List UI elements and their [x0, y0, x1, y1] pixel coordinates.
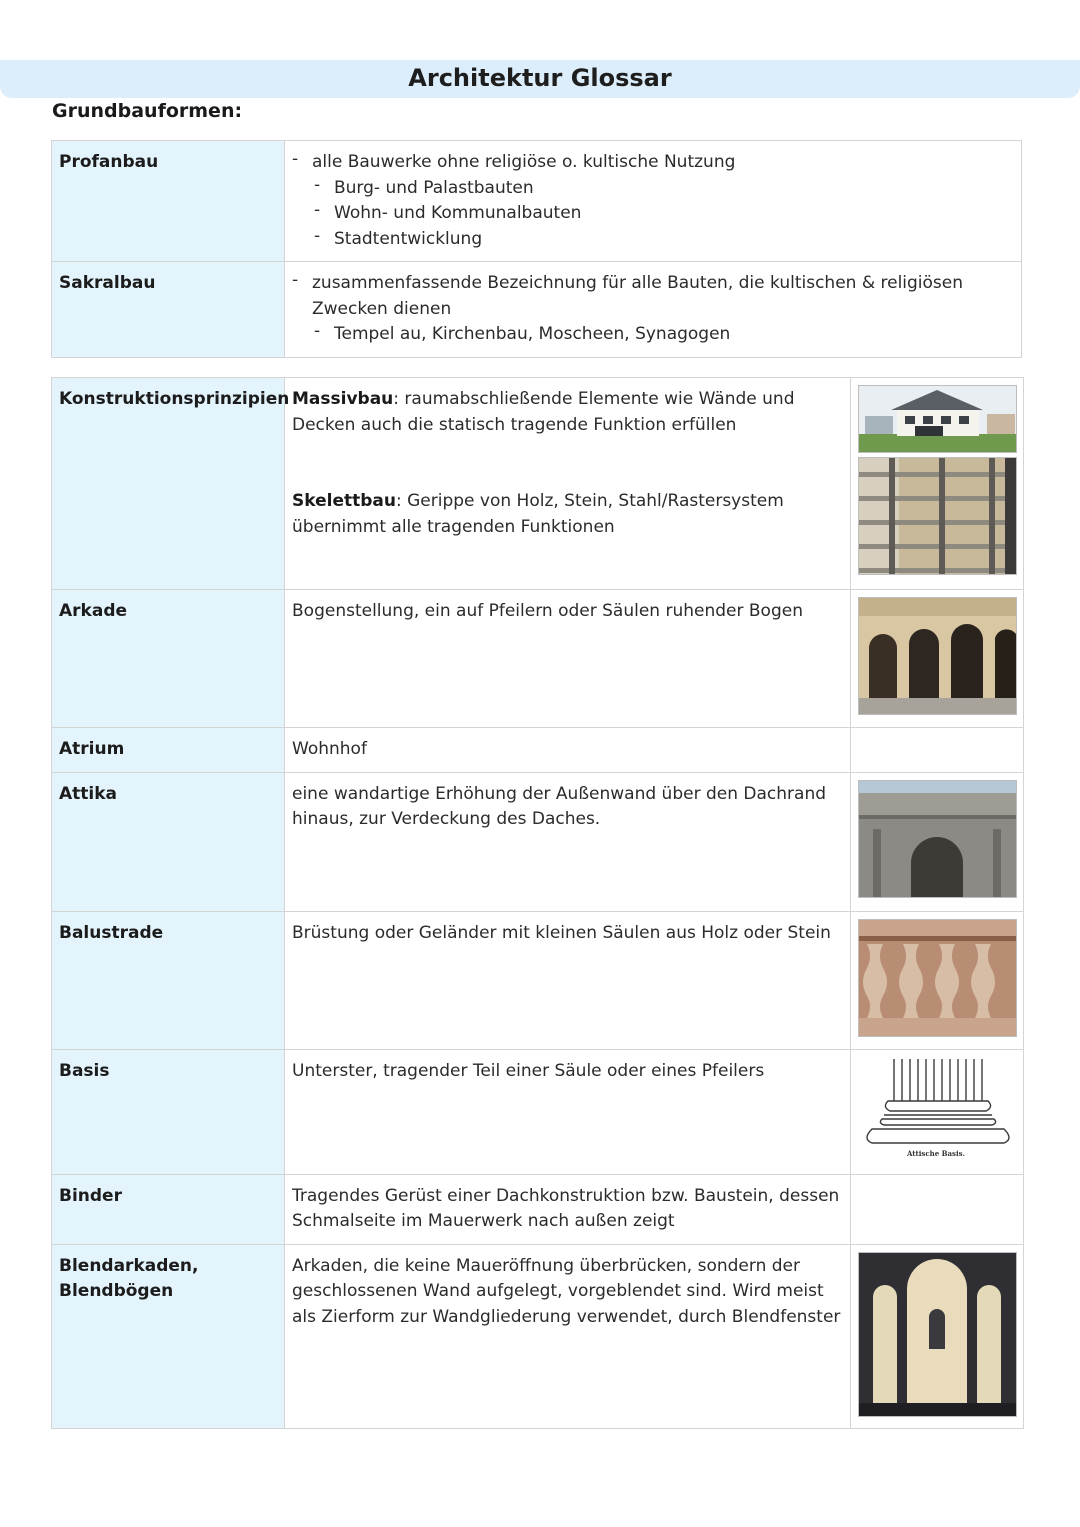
term-cell	[52, 1174, 285, 1244]
text-skelettbau: : Gerippe von Holz, Stein, Stahl/Rastersystem übernimmt alle tragenden Funktionen	[292, 491, 784, 537]
term-arkade: Arkade	[59, 601, 128, 621]
definition-blendarkaden: Arkaden, die keine Maueröffnung überbrücken, sondern der geschlossenen Wand aufgelegt, vorgeblendet sind. Wird meist als Zierform zur Wandgliederung verwendet, durch Blendfenster	[292, 1255, 841, 1327]
table-row	[52, 772, 1024, 911]
term-sakralbau: Sakralbau	[59, 273, 156, 293]
definition-balustrade: Brüstung oder Geländer mit kleinen Säulen aus Holz oder Stein	[292, 922, 831, 943]
basis-column-base-image	[858, 1057, 1015, 1161]
definition-cell	[285, 378, 851, 590]
massivbau-house-image	[858, 385, 1017, 453]
definition-cell	[285, 772, 851, 911]
grundbauformen-table	[51, 140, 1022, 358]
glossary-table	[51, 377, 1024, 1429]
definition-cell	[285, 141, 1022, 262]
term-attika: Attika	[59, 783, 118, 804]
table-row	[52, 728, 1024, 773]
list-item: - Wohn- und Kommunalbauten	[292, 201, 1014, 227]
skelettbau-structure-image	[858, 457, 1017, 575]
definition-arkade: Bogenstellung, ein auf Pfeilern oder Säulen ruhender Bogen	[292, 601, 803, 621]
image-cell	[851, 728, 1024, 773]
definition-attika: eine wandartige Erhöhung der Außenwand über den Dachrand hinaus, zur Verdeckung des Daches.	[292, 783, 827, 829]
image-cell	[851, 911, 1024, 1049]
definition-basis: Unterster, tragender Teil einer Säule oder eines Pfeilers	[292, 1060, 765, 1081]
table-row	[52, 1174, 1024, 1244]
attika-arch-image	[858, 780, 1017, 898]
table-row	[52, 1049, 1024, 1174]
image-cell	[851, 378, 1024, 590]
table-row	[52, 911, 1024, 1049]
table-row	[52, 262, 1022, 358]
label-skelettbau: Skelettbau	[292, 491, 396, 511]
term-cell	[52, 262, 285, 358]
term-cell	[52, 911, 285, 1049]
term-konstruktionsprinzipien: Konstruktionsprinzipien	[59, 389, 290, 409]
image-cell	[851, 1244, 1024, 1428]
basis-image-caption: Attische Basis.	[906, 1148, 966, 1158]
table-row	[52, 590, 1024, 728]
term-cell	[52, 378, 290, 590]
table-row	[52, 1244, 1024, 1428]
list-item: - Burg- und Palastbauten	[292, 176, 1014, 202]
definition-cell	[285, 728, 851, 773]
term-cell	[52, 772, 285, 911]
blendarkaden-wall-image	[858, 1252, 1017, 1417]
label-massivbau: Massivbau	[292, 389, 394, 409]
definition-cell	[285, 1049, 851, 1174]
term-cell	[52, 141, 285, 262]
term-atrium: Atrium	[59, 739, 125, 759]
section-heading-grundbauformen: Grundbauformen:	[52, 100, 243, 122]
image-cell	[851, 590, 1024, 728]
definition-binder: Tragendes Gerüst einer Dachkonstruktion bzw. Baustein, dessen Schmalseite im Mauerwerk nach außen zeigt	[292, 1185, 840, 1231]
arkade-image	[858, 597, 1017, 715]
image-cell	[851, 1049, 1024, 1174]
term-binder: Binder	[59, 1185, 122, 1206]
term-blendboegen: Blendbögen	[59, 1281, 174, 1301]
term-cell	[52, 728, 285, 773]
term-cell	[52, 590, 285, 728]
list-item: - Tempel au, Kirchenbau, Moscheen, Synagogen	[292, 322, 1014, 348]
table-row	[52, 141, 1022, 262]
term-basis: Basis	[59, 1060, 110, 1081]
definition-massivbau	[292, 387, 843, 438]
list-item: - alle Bauwerke ohne religiöse o. kultische Nutzung	[292, 150, 1014, 176]
image-cell	[851, 772, 1024, 911]
definition-skelettbau	[292, 489, 843, 540]
definition-cell	[285, 911, 851, 1049]
text-massivbau: : raumabschließende Elemente wie Wände und Decken auch die statisch tragende Funktion erfüllen	[292, 389, 795, 435]
definition-cell	[285, 1174, 851, 1244]
balustrade-image	[858, 919, 1017, 1037]
image-cell	[851, 1174, 1024, 1244]
table-row	[52, 378, 1024, 590]
definition-cell	[285, 262, 1022, 358]
list-item: - Stadtentwicklung	[292, 227, 1014, 253]
definition-cell	[285, 1244, 851, 1428]
page-title: Architektur Glossar	[408, 64, 672, 92]
list-item: - zusammenfassende Bezeichnung für alle Bauten, die kultischen & religiösen Zwecken dienen	[292, 271, 1014, 322]
term-blendarkaden: Blendarkaden,	[59, 1255, 199, 1276]
term-cell	[52, 1049, 285, 1174]
term-cell	[52, 1244, 285, 1428]
term-balustrade: Balustrade	[59, 922, 164, 943]
term-profanbau: Profanbau	[59, 152, 159, 172]
definition-atrium: Wohnhof	[292, 739, 367, 759]
definition-cell	[285, 590, 851, 728]
